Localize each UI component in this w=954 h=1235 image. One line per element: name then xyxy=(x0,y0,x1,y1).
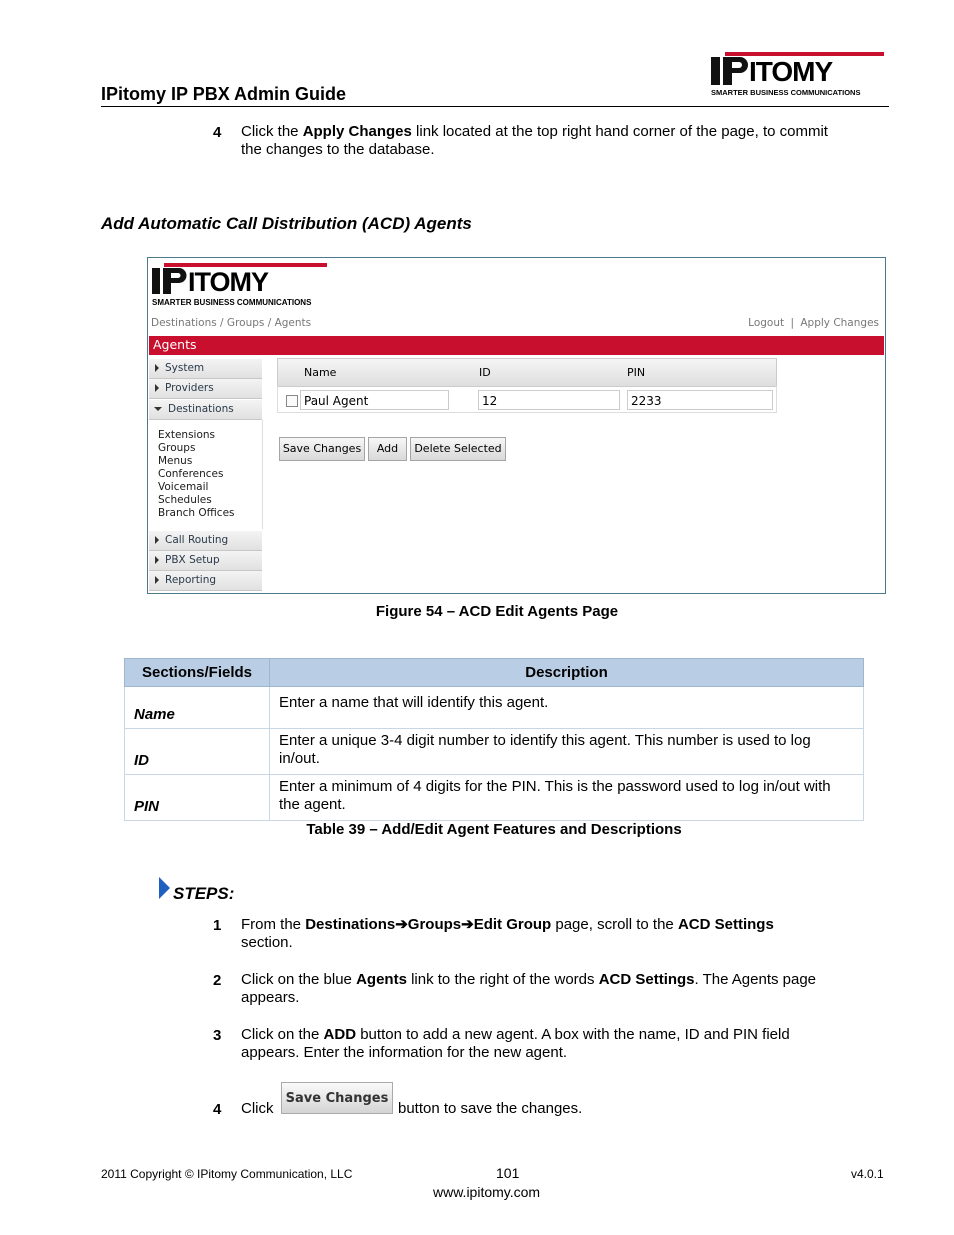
header-rule xyxy=(101,106,889,107)
sidebar-label: PBX Setup xyxy=(165,554,220,566)
field-description: Enter a unique 3-4 digit number to identify this agent. This number is used to log in/out. xyxy=(270,729,864,775)
title-bar xyxy=(149,336,884,355)
logout-link[interactable]: Logout xyxy=(748,317,785,329)
triangle-right-icon xyxy=(155,364,159,372)
step-text-part: . The Agents page xyxy=(694,971,817,988)
column-header-id: ID xyxy=(479,366,491,379)
field-name: ID xyxy=(125,729,270,775)
step-text-part: button to add a new agent. A box with the name, ID and PIN field xyxy=(356,1026,790,1043)
logo-wordmark: ITOMY xyxy=(749,56,833,87)
field-name: Name xyxy=(125,687,270,729)
table-row xyxy=(125,729,864,775)
step-text xyxy=(241,916,861,952)
step-text-part: ACD Settings xyxy=(598,971,695,988)
shot-logo-wordmark: ITOMY xyxy=(188,267,269,297)
step-text xyxy=(241,1026,861,1062)
intro-step-number: 4 xyxy=(213,124,222,141)
step-number: 1 xyxy=(213,917,222,934)
step-number: 2 xyxy=(213,972,222,989)
sidebar-item-destinations[interactable] xyxy=(149,400,262,420)
arrow-icon: ➔ xyxy=(395,916,408,933)
arrow-icon: ➔ xyxy=(461,916,474,933)
sidebar-item-providers[interactable] xyxy=(149,379,262,399)
inline-button-label: Save Changes xyxy=(285,1091,389,1106)
ipitomy-logo xyxy=(711,52,884,98)
step-text-part: ACD Settings xyxy=(677,916,774,933)
sidebar-item-system[interactable] xyxy=(149,359,262,379)
step4-post: button to save the changes. xyxy=(398,1100,583,1117)
header-sections-fields: Sections/Fields xyxy=(125,659,270,687)
delete-selected-button[interactable]: Delete Selected xyxy=(410,437,506,461)
step-text-part: ADD xyxy=(323,1026,357,1043)
add-button[interactable]: Add xyxy=(368,437,407,461)
step-text-part: Agents xyxy=(356,971,407,988)
save-changes-inline-button xyxy=(281,1082,393,1114)
sidebar-label: Reporting xyxy=(165,574,217,586)
sidebar-sub-menus[interactable]: Menus xyxy=(158,455,193,467)
sidebar-item-call-routing[interactable] xyxy=(149,531,262,551)
sidebar-label: Call Routing xyxy=(165,534,229,546)
step-text-part: Click on the xyxy=(241,1026,324,1043)
step-number: 3 xyxy=(213,1027,222,1044)
agent-id-input[interactable]: 12 xyxy=(478,390,620,410)
sidebar-sub-branch-offices[interactable]: Branch Offices xyxy=(158,507,235,519)
agent-row-checkbox[interactable] xyxy=(286,395,298,407)
arrow-right-icon xyxy=(157,876,171,900)
sidebar-sub-conferences[interactable]: Conferences xyxy=(158,468,224,480)
triangle-down-icon xyxy=(154,407,162,411)
sidebar-sub-groups[interactable]: Groups xyxy=(158,442,196,454)
agent-pin-input[interactable]: 2233 xyxy=(627,390,773,410)
breadcrumb[interactable]: Destinations / Groups / Agents xyxy=(151,317,312,329)
sidebar-label: Destinations xyxy=(168,403,234,415)
section-title: Add Automatic Call Distribution (ACD) Agents xyxy=(101,214,472,233)
step4-number: 4 xyxy=(213,1101,222,1118)
step-text-part: From the xyxy=(241,916,306,933)
sidebar-item-pbx-setup[interactable] xyxy=(149,551,262,571)
step-text-part: Destinations xyxy=(305,916,396,933)
step4-pre: Click xyxy=(241,1100,274,1117)
field-name: PIN xyxy=(125,775,270,821)
triangle-right-icon xyxy=(155,556,159,564)
step-text-line2: appears. xyxy=(241,989,300,1006)
figure-caption: Figure 54 – ACD Edit Agents Page xyxy=(375,603,619,620)
step-text-part: Edit Group xyxy=(473,916,552,933)
header-description: Description xyxy=(270,659,864,687)
shot-logo-tagline: SMARTER BUSINESS COMMUNICATIONS xyxy=(152,298,312,307)
intro-step-bold: Apply Changes xyxy=(302,123,412,140)
step-text-line2: appears. Enter the information for the new agent. xyxy=(241,1044,568,1061)
document-title: IPitomy IP PBX Admin Guide xyxy=(101,84,347,104)
sidebar-item-reporting[interactable] xyxy=(149,571,262,591)
apply-changes-link[interactable]: Apply Changes xyxy=(800,317,879,329)
step-text-line2: section. xyxy=(241,934,293,951)
footer-copyright: 2011 Copyright © IPitomy Communication, LLC xyxy=(101,1167,353,1181)
sidebar-sub-extensions[interactable]: Extensions xyxy=(158,429,216,441)
agent-name-input[interactable]: Paul Agent xyxy=(300,390,449,410)
table-header-row xyxy=(125,659,864,687)
sidebar-label: Providers xyxy=(165,382,214,394)
logo-tagline: SMARTER BUSINESS COMMUNICATIONS xyxy=(711,88,861,97)
step-text-part: Click on the blue xyxy=(241,971,357,988)
step-text-part: page, scroll to the xyxy=(551,916,678,933)
footer-page-number: 101 xyxy=(496,1165,520,1181)
fields-description-table xyxy=(124,658,864,821)
triangle-right-icon xyxy=(155,384,159,392)
triangle-right-icon xyxy=(155,536,159,544)
agents-grid-header xyxy=(277,358,777,387)
field-description: Enter a name that will identify this agent. xyxy=(270,687,864,729)
intro-step-line2: the changes to the database. xyxy=(241,141,435,158)
intro-step-pre: Click the xyxy=(241,123,303,140)
shot-logo xyxy=(152,261,332,307)
table-row xyxy=(125,775,864,821)
sidebar-sub-schedules[interactable]: Schedules xyxy=(158,494,212,506)
table-row xyxy=(125,687,864,729)
link-separator: | xyxy=(790,317,794,329)
save-changes-button[interactable]: Save Changes xyxy=(279,437,365,461)
table-caption: Table 39 – Add/Edit Agent Features and Descriptions xyxy=(306,821,682,838)
triangle-right-icon xyxy=(155,576,159,584)
intro-step-post: link located at the top right hand corner of the page, to commit xyxy=(411,123,828,140)
step-text-part: Groups xyxy=(407,916,462,933)
step-text xyxy=(241,971,861,1007)
intro-step-text xyxy=(241,123,881,159)
column-header-pin: PIN xyxy=(627,366,646,379)
footer-url[interactable]: www.ipitomy.com xyxy=(433,1184,541,1200)
field-description: Enter a minimum of 4 digits for the PIN. This is the password used to log in/out with the agent. xyxy=(270,775,864,821)
title-bar-label: Agents xyxy=(153,337,197,352)
sidebar-label: System xyxy=(165,362,205,374)
sidebar-sub-voicemail[interactable]: Voicemail xyxy=(158,481,209,493)
steps-heading-label: STEPS: xyxy=(173,884,235,903)
column-header-name: Name xyxy=(304,366,337,379)
step-text-part: link to the right of the words xyxy=(406,971,599,988)
footer-version: v4.0.1 xyxy=(851,1167,884,1181)
top-links xyxy=(748,317,879,329)
